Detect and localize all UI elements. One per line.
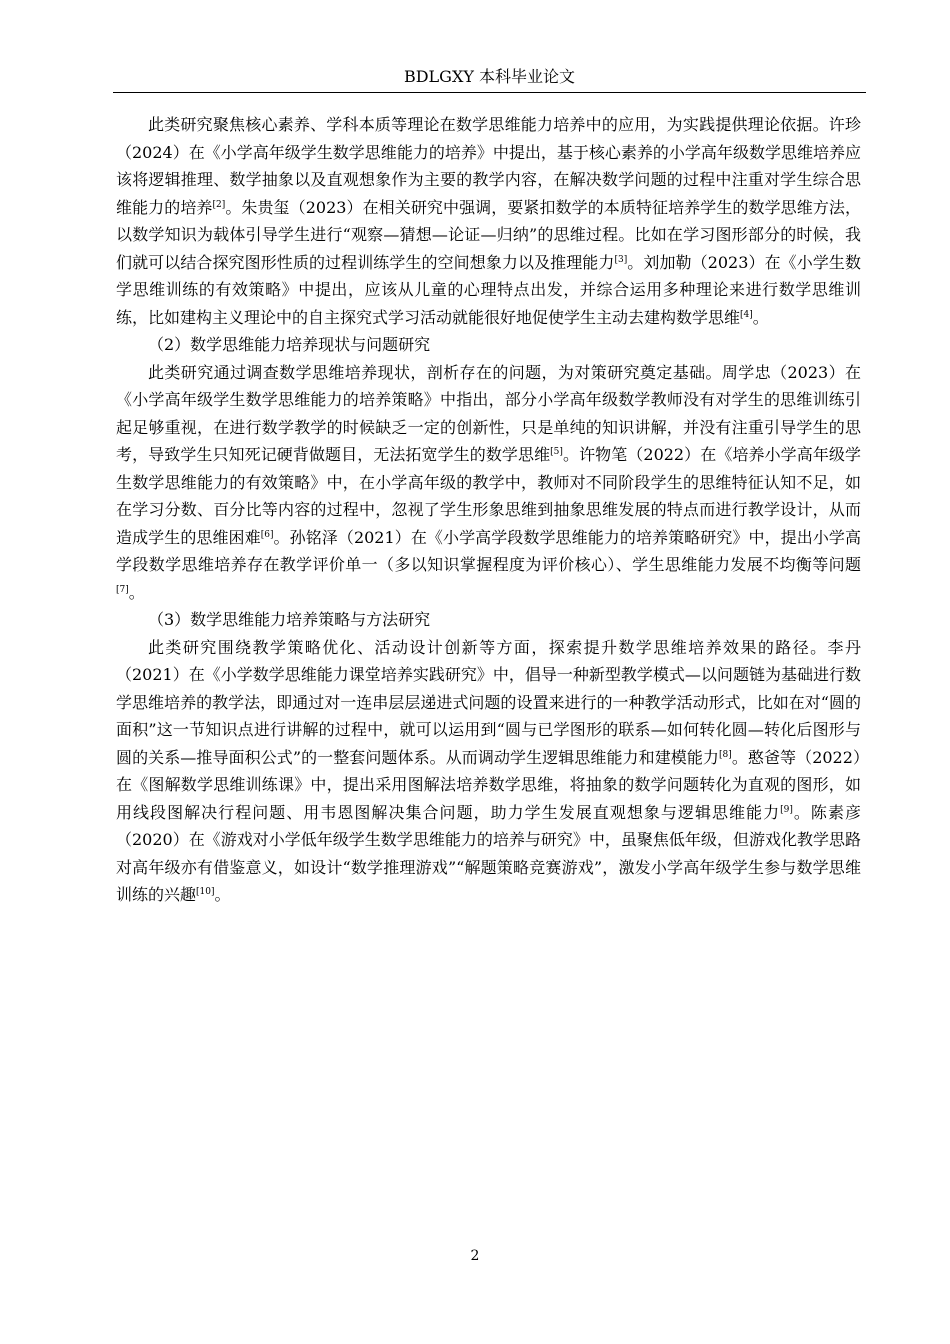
- paragraph-text: 此类研究聚焦核心素养、学科本质等理论在数学思维能力培养中的应用，为实践提供理论依据。许珍（2024）在《小学高年级学生数学思维能力的培养》中提出，基于核心素养的小学高年级数学思维培养应该将逻辑推理、数学抽象以及直观想象作为主要的教学内容，在解决数学问题的过程中注重对学生综合思维能力的培养: [116, 115, 861, 217]
- citation-ref: [5]: [550, 447, 563, 457]
- paragraph-text: 。: [128, 582, 145, 602]
- header-rule: [113, 92, 866, 93]
- citation-ref: [6]: [260, 529, 274, 540]
- paragraph-strategy-research: [116, 634, 861, 909]
- paragraph-text: 。刘加勒（2023）在《小学生数学思维训练的有效策略》中提出，应该从儿童的心理特点出发，并综合运用多种理论来进行数学思维训练，比如建构主义理论中的自主探究式学习活动就能很好地促使学生主动去建构数学思维: [116, 252, 861, 327]
- paragraph-text: 。许物笔（2022）在《培养小学高年级学生数学思维能力的有效策略》中，在小学高年级的教学中，教师对不同阶段学生的思维特征认知不足，如在学习分数、百分比等内容的过程中，忽视了学生形象思维到抽象思维发展的特点而进行教学设计，从而造成学生的思维困难: [116, 445, 861, 547]
- citation-ref: [9]: [780, 804, 793, 815]
- paragraph-text: 。朱贵玺（2023）在相关研究中强调，要紧扣数学的本质特征培养学生的数学思维方法，以数学知识为载体引导学生进行“观察—猜想—论证—归纳”的思维过程。比如在学习图形部分的时候，我们就可以结合探究图形性质的过程训练学生的空间想象力以及推理能力: [116, 197, 861, 272]
- citation-ref: [10]: [196, 887, 215, 897]
- paragraph-text: 。孙铭泽（2021）在《小学高学段数学思维能力的培养策略研究》中，提出小学高学段数学思维培养存在教学评价单一（多以知识掌握程度为评价核心）、学生思维能力发展不均衡等问题: [116, 527, 861, 574]
- paragraph-text: 。: [214, 885, 231, 904]
- paragraph-text: 此类研究围绕教学策略优化、活动设计创新等方面，探索提升数学思维培养效果的路径。李丹（2021）在《小学数学思维能力课堂培养实践研究》中，倡导一种新型教学模式—以问题链为基础进行数学思维培养的教学法，即通过对一连串层层递进式问题的设置来进行的一种教学活动形式，比如在对“圆的面积”这一节知识点进行讲解的过程中，就可以运用到“圆与已学图形的联系—如何转化圆—转化后图形与圆的关系—推导面积公式”的一整套问题体系。从而调动学生逻辑思维能力和建模能力: [116, 637, 861, 767]
- citation-ref: [7]: [116, 584, 129, 595]
- paragraph-status-research: [116, 359, 861, 607]
- citation-ref: [4]: [740, 309, 753, 320]
- section-heading-current-status: （2）数学思维能力培养现状与问题研究: [148, 335, 431, 354]
- paragraph-theory-research: [116, 111, 861, 331]
- citation-ref: [2]: [212, 199, 226, 210]
- paragraph-text: 。憨爸等（2022）在《图解数学思维训练课》中，提出采用图解法培养数学思维，将抽象的数学问题转化为直观的图形，如用线段图解决行程问题、用韦恩图解决集合问题，助力学生发展直观想象与逻辑思维能力: [116, 747, 861, 822]
- citation-ref: [8]: [719, 749, 732, 760]
- page-number: 2: [470, 1248, 480, 1264]
- paragraph-text: 此类研究通过调查数学思维培养现状，剖析存在的问题，为对策研究奠定基础。周学忠（2023）在《小学高年级学生数学思维能力的培养策略》中指出，部分小学高年级数学教师没有对学生的思维训练引起足够重视，在进行数学教学的时候缺乏一定的创新性，只是单纯的知识讲解，并没有注重引导学生的思考，导致学生只知死记硬背做题目，无法拓宽学生的数学思维: [116, 362, 861, 464]
- section-heading-strategies: （3）数学思维能力培养策略与方法研究: [148, 610, 431, 629]
- paragraph-text: 。陈素彦（2020）在《游戏对小学低年级学生数学思维能力的培养与研究》中，虽聚焦低年级，但游戏化教学思路对高年级亦有借鉴意义，如设计“数学推理游戏”“解题策略竞赛游戏”，激发小学高年级学生参与数学思维训练的兴趣: [116, 802, 861, 904]
- citation-ref: [3]: [614, 254, 628, 265]
- document-body: [116, 111, 861, 909]
- paragraph-text: 。: [752, 307, 769, 327]
- page-header: BDLGXY 本科毕业论文: [403, 67, 576, 86]
